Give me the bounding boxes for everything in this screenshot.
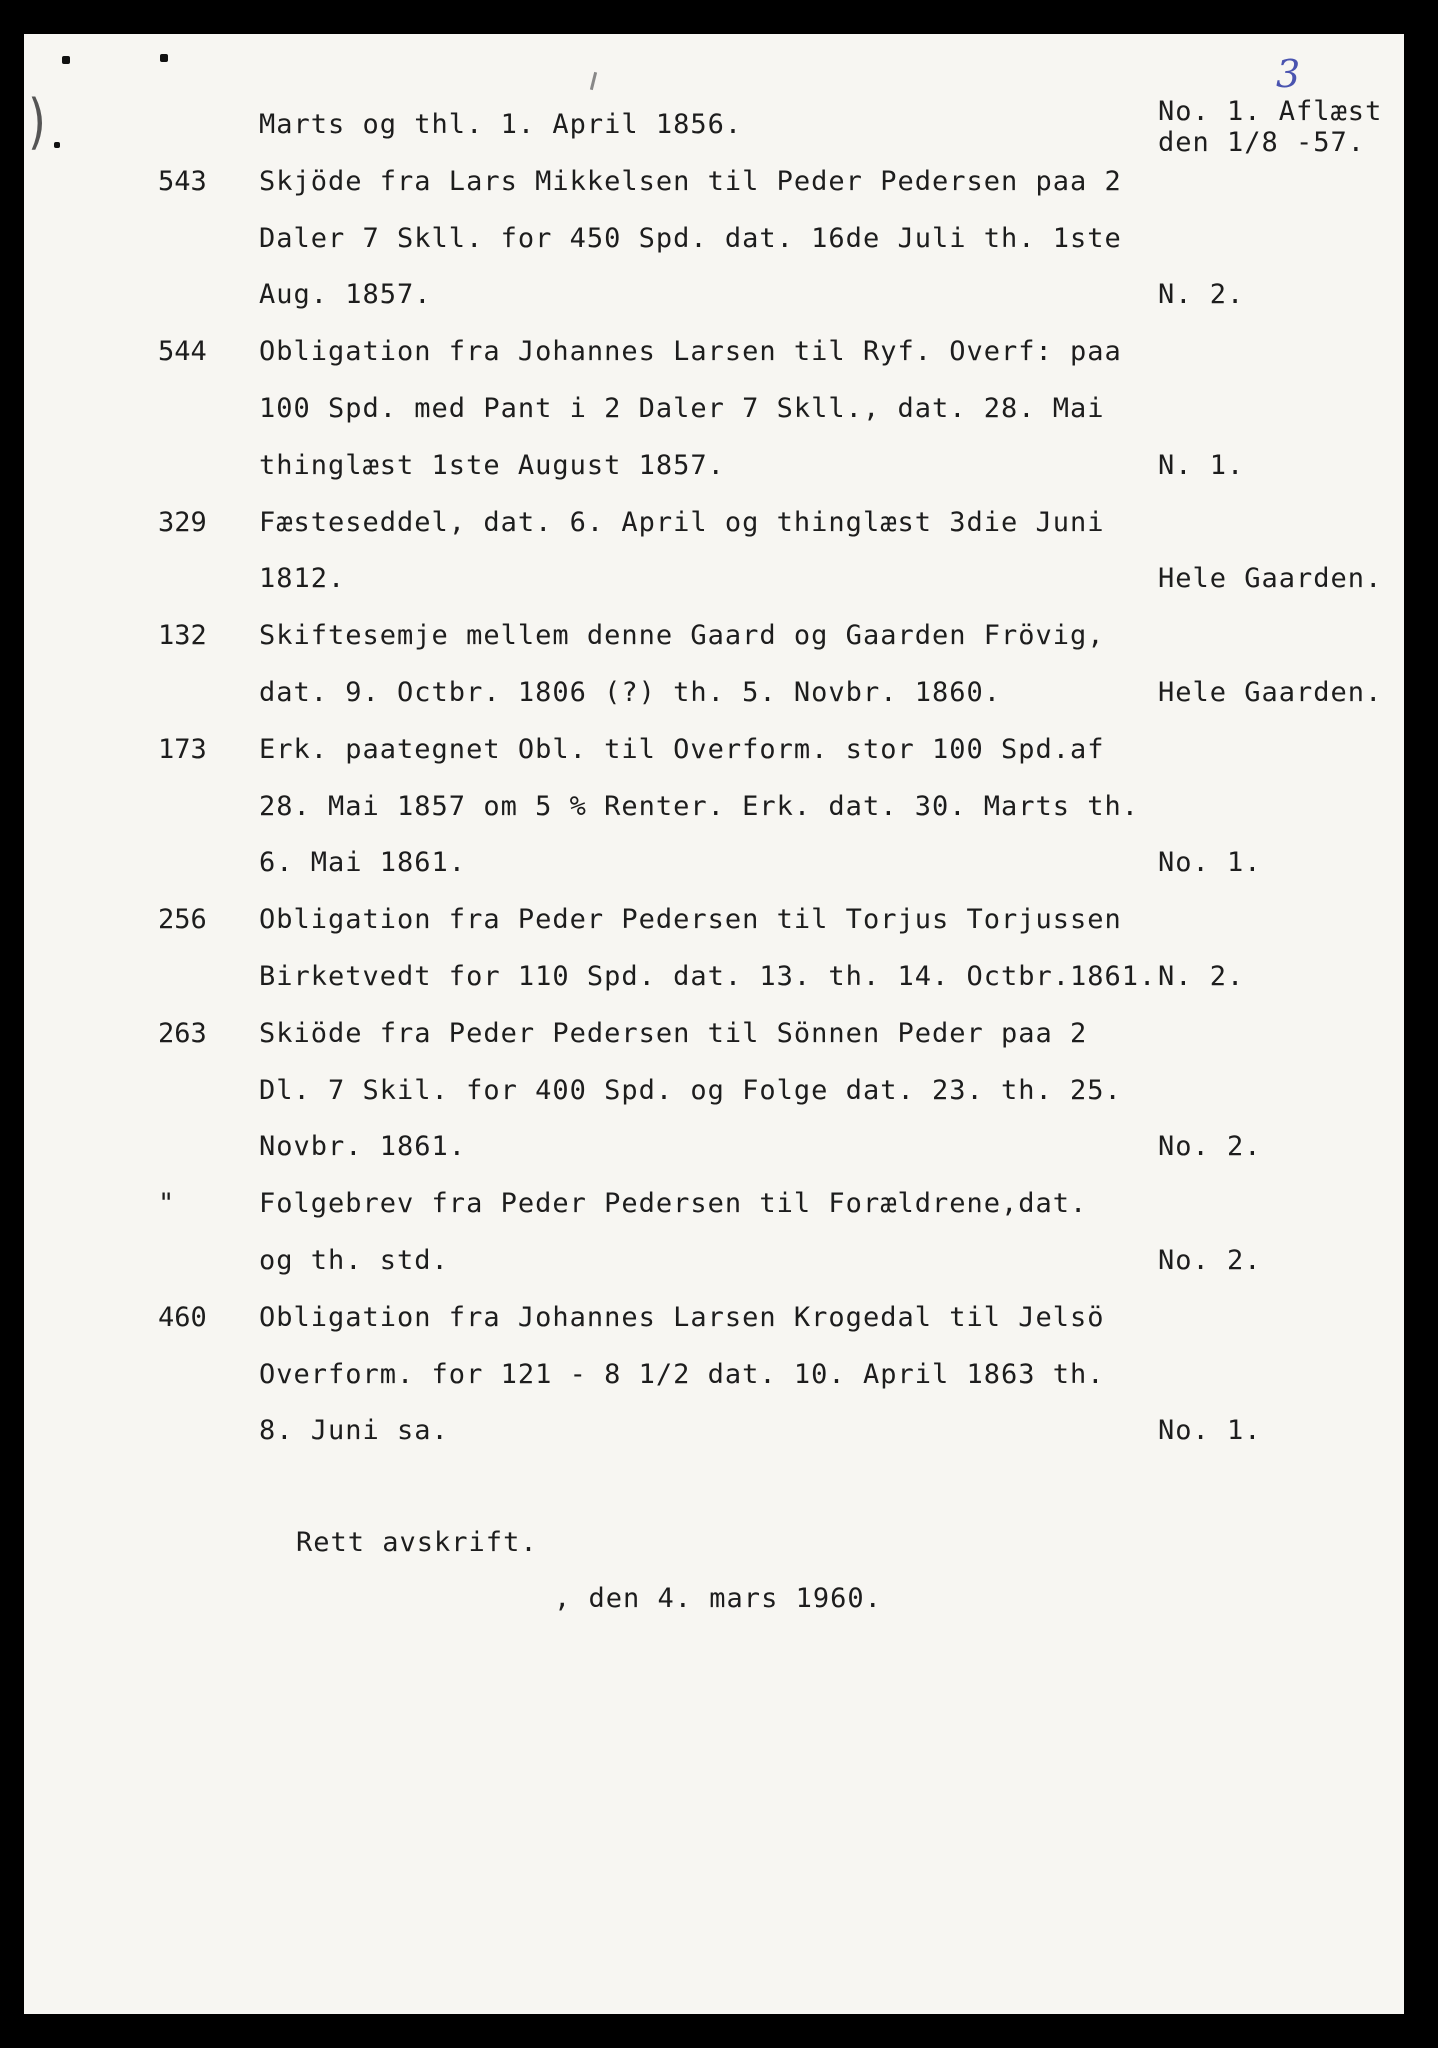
entry-text: Overform. for 121 - 8 1/2 dat. 10. April 1863 th.	[259, 1358, 1105, 1390]
entry-text: Obligation fra Peder Pedersen til Torjus Torjussen	[259, 904, 1122, 936]
entry-row	[24, 784, 1404, 830]
entry-row	[24, 1181, 1404, 1227]
entry-text: 100 Spd. med Pant i 2 Daler 7 Skll., dat. 28. Mai	[259, 393, 1105, 424]
entry-row	[24, 556, 1404, 602]
entry-reference: Hele Gaarden.	[1158, 677, 1383, 708]
entry-reference: No. 2.	[1158, 1131, 1262, 1163]
ink-dot	[62, 56, 70, 64]
entry-reference: Hele Gaarden.	[1158, 563, 1383, 595]
document-page	[24, 34, 1404, 2014]
entry-number: 329	[158, 506, 207, 538]
entry-number: 132	[158, 620, 207, 652]
entry-row	[24, 840, 1404, 886]
entry-text: og th. std.	[259, 1245, 449, 1276]
entry-row	[24, 443, 1404, 489]
entry-text: Erk. paategnet Obl. til Overform. stor 100 Spd.af	[259, 733, 1105, 765]
entry-number: 544	[158, 336, 207, 368]
entry-reference: den 1/8 -57.	[1158, 127, 1366, 158]
entry-reference: No. 1.	[1158, 847, 1262, 879]
entry-text: Skiöde fra Peder Pedersen til Sönnen Peder paa 2	[259, 1017, 1088, 1049]
entry-row	[24, 1124, 1404, 1170]
entry-row	[24, 96, 1404, 158]
entry-row	[24, 329, 1404, 375]
entry-text: Marts og thl. 1. April 1856.	[259, 109, 743, 140]
entry-reference: N. 1.	[1158, 449, 1245, 481]
entry-number: 173	[158, 733, 207, 765]
entry-text: thinglæst 1ste August 1857.	[259, 449, 725, 481]
entry-row	[24, 670, 1404, 716]
entry-text: Birketvedt for 110 Spd. dat. 13. th. 14. Octbr.1861.	[259, 961, 1157, 992]
entry-reference: No. 2.	[1158, 1245, 1262, 1276]
entry-row	[24, 613, 1404, 659]
entry-number: 460	[158, 1301, 207, 1333]
entry-text: Aug. 1857.	[259, 279, 432, 311]
entry-text: dat. 9. Octbr. 1806 (?) th. 5. Novbr. 1860.	[259, 677, 1001, 708]
date-line: , den 4. mars 1960.	[554, 1583, 882, 1614]
entry-row	[24, 1068, 1404, 1114]
entry-text: Skiftesemje mellem denne Gaard og Gaarden Frövig,	[259, 620, 1105, 652]
entry-text: 28. Mai 1857 om 5 % Renter. Erk. dat. 30. Marts th.	[259, 790, 1140, 822]
entry-reference: No. 1.	[1158, 1415, 1262, 1447]
entry-text: Skjöde fra Lars Mikkelsen til Peder Pedersen paa 2	[259, 165, 1122, 197]
ink-tick	[590, 72, 597, 90]
entry-row	[24, 1408, 1404, 1454]
entry-text: Fæsteseddel, dat. 6. April og thinglæst 3die Juni	[259, 506, 1105, 538]
entry-number: 256	[158, 904, 207, 936]
entry-row	[24, 954, 1404, 1000]
entry-row	[24, 159, 1404, 205]
page-number: 3	[1276, 52, 1301, 96]
entry-reference: N. 2.	[1158, 961, 1245, 992]
ink-dot	[160, 54, 168, 62]
entry-row	[24, 272, 1404, 318]
entry-text: 1812.	[259, 563, 346, 595]
entry-text: Obligation fra Johannes Larsen til Ryf. Overf: paa	[259, 336, 1122, 368]
margin-mark: )	[28, 85, 46, 157]
entry-reference: No. 1. Aflæst	[1158, 96, 1383, 127]
entry-text: 6. Mai 1861.	[259, 847, 467, 879]
entry-row	[24, 897, 1404, 943]
entry-text: Daler 7 Skll. for 450 Spd. dat. 16de Juli th. 1ste	[259, 222, 1122, 254]
entry-text: Dl. 7 Skil. for 400 Spd. og Folge dat. 23. th. 25.	[259, 1074, 1122, 1106]
entry-row	[24, 386, 1404, 432]
entry-row	[24, 500, 1404, 546]
entry-number: 263	[158, 1017, 207, 1049]
entry-reference: N. 2.	[1158, 279, 1245, 311]
entry-text: Novbr. 1861.	[259, 1131, 467, 1163]
entry-text: Folgebrev fra Peder Pedersen til Forældrene,dat.	[259, 1188, 1088, 1220]
entry-row	[24, 1352, 1404, 1398]
certification-text: Rett avskrift.	[296, 1527, 538, 1558]
entry-text: 8. Juni sa.	[259, 1415, 449, 1447]
entry-text: Obligation fra Johannes Larsen Krogedal til Jelsö	[259, 1301, 1105, 1333]
entry-row	[24, 216, 1404, 262]
entry-row	[24, 727, 1404, 773]
entry-number: 543	[158, 165, 207, 197]
entry-number: "	[158, 1188, 175, 1220]
entry-row	[24, 1011, 1404, 1057]
entry-row	[24, 1295, 1404, 1341]
entry-row	[24, 1238, 1404, 1284]
